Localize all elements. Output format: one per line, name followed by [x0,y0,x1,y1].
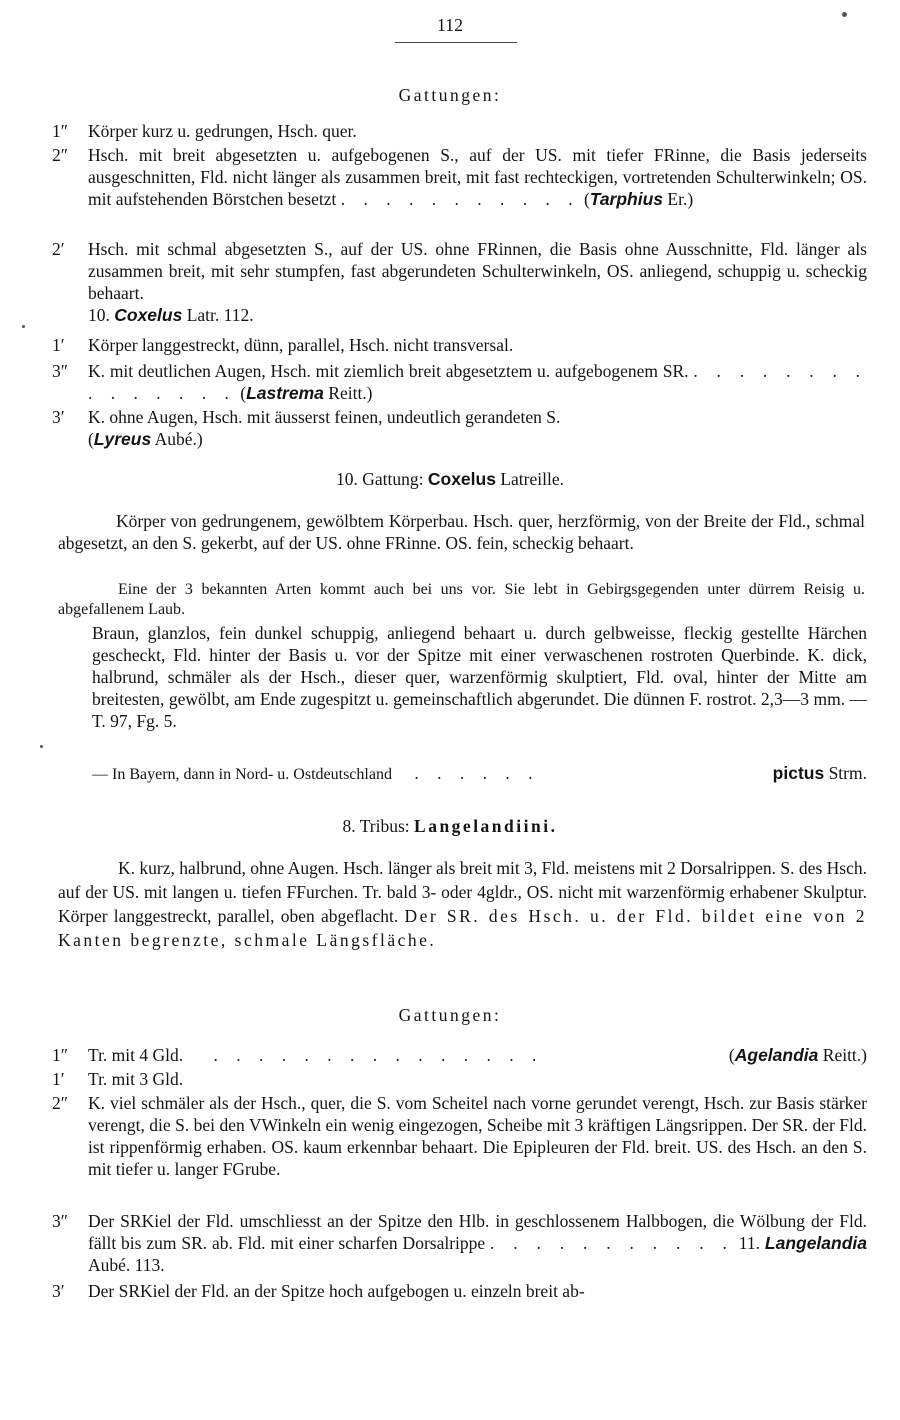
leader-dots: . . . . . . . . . . . [490,1233,734,1253]
key-number: 3′ [52,407,65,427]
species-name: pictus [772,763,825,783]
key-text [88,1044,867,1066]
leader-dots: . . . . . . . . . . . . . . . [88,361,868,403]
species-text: Braun, glanzlos, fein dunkel schuppig, anliegend behaart u. durch gelbweisse, fleckig gestellte Härchen gescheckt, Fld. hinter der Basis u. vor der Spitze mit einer verwaschenen rostroten Querbinde. K. dick, halbrund, schmäler als der Hsch., dieser quer, warzenförmig skulptiert, Fld. oval, hinter der Mitte am breitesten, gewölbt, am Ende zugespitzt u. gemeinschaftlich abgerundet. Die dünnen F. rostrot. 2,3—3 mm. — T. 97, Fg. 5. [92,623,867,731]
genus-heading-name: Coxelus [427,469,496,489]
genus-note: Eine der 3 bekannten Arten kommt auch bei uns vor. Sie lebt in Gebirgsgegenden unter dürrem Reisig u. abgefallenem Laub. [58,581,865,618]
key-text [88,1210,867,1276]
genus-name: Lastrema [246,383,324,403]
key-text: K. viel schmäler als der Hsch., quer, die S. vom Scheitel nach vorne gerundet verengt, Hsch. zur Basis stärker verengt, die S. bei den VWinkeln ein wenig eingezogen, Scheibe mit 3 kräftigen Längsrippen. Der SR. der Fld. ist rippenförmig erhaben. OS. kaum erkennbar behaart. Die Epipleuren der Fld. breit. US. des Hsch. an den S. mit tiefer u. langer FGrube. [88,1093,867,1179]
key-text-body: Tr. mit 4 Gld. [88,1045,184,1065]
open-paren: ( [240,383,247,403]
scan-speck [22,325,25,328]
genus-name: Tarphius [589,189,664,209]
key-text: Hsch. mit schmal abgesetzten S., auf der US. ohne FRinnen, die Basis ohne Ausschnitte, Fld. länger als zusammen breit, mit sehr stumpfen, fast abgerundeten Schulterwinkeln, OS. anliegend, schuppig u. scheckig behaart. [88,239,867,303]
open-paren: ( [88,429,94,449]
key-entry [52,238,867,326]
key-number: 1′ [52,1069,65,1089]
leader-dots: . . . . . . . . . . . [340,189,580,209]
key-result [729,1044,867,1066]
key-entry [52,1210,867,1276]
genus-number: 11. [738,1233,761,1253]
key-number: 1″ [52,1045,69,1065]
tribus-text: K. kurz, halbrund, ohne Augen. Hsch. länger als breit mit 3, Fld. meistens mit 2 Dorsalrippen. S. des Hsch. auf der US. mit langen u. tiefen FFurchen. Tr. bald 3- oder 4gldr., OS. nicht mit warzenförmig erhabener Skulptur. Körper langgestreckt, parallel, oben abgeflacht. [58,858,867,926]
key-text: Der SRKiel der Fld. an der Spitze hoch aufgebogen u. einzeln breit ab- [88,1281,585,1301]
genus-author: Er.) [667,189,694,209]
key-text: K. ohne Augen, Hsch. mit äusserst feinen, undeutlich gerandeten S. [88,407,561,427]
key-entry [52,360,867,404]
genus-heading-author: Latreille. [500,469,564,489]
genus-name: Coxelus [114,305,183,325]
genus-number: 10. [88,305,110,325]
gattungen-heading: Gattungen: [398,85,502,105]
species-label [773,762,867,784]
key-number: 3′ [52,1281,65,1301]
species-description [92,622,867,732]
key-number: 2′ [52,239,65,259]
tribus-description [58,856,867,952]
open-paren: ( [728,1045,735,1065]
genus-name: Langelandia [764,1233,867,1253]
key-number: 2″ [52,1093,69,1113]
tribus-text-spaced: Der SR. des Hsch. u. der Fld. bildet eine von 2 Kanten begrenzte, schmale Längsfläche. [58,906,867,950]
key-text: Körper kurz u. gedrungen, Hsch. quer. [88,121,357,141]
key-entry [52,1044,867,1066]
tribus-heading-prefix: 8. Tribus: [342,816,410,836]
key-entry [52,144,867,210]
genus-author: Aubé.) [154,429,203,449]
species-distribution: — In Bayern, dann in Nord- u. Ostdeutschland [92,766,392,783]
key-entry [52,1068,867,1090]
genus-heading [0,468,900,490]
genus-name: Agelandia [734,1045,819,1065]
key-entry [52,406,867,450]
key-number: 1′ [52,335,65,355]
genus-name: Lyreus [93,429,152,449]
key-result [88,304,867,326]
key-text-body: Hsch. mit breit abgesetzten u. aufgebogenen S., auf der US. mit tiefer FRinne, die Basis jederseits ausgeschnitten, Fld. nicht länger als zusammen breit, mit fast rechteckigen, vortretenden Schulterwinkeln; OS. mit aufstehenden Börstchen besetzt [88,145,867,209]
genus-author: Reitt.) [822,1045,867,1065]
leader-dots: . . . . . . [414,763,540,783]
key-text-body: Der SRKiel der Fld. umschliesst an der Spitze den Hlb. in geschlossenem Halbbogen, die Wölbung der Fld. fällt bis zum SR. ab. Fld. mit einer scharfen Dorsalrippe [88,1211,867,1253]
key-entry [52,1092,867,1180]
leader-dots: . . . . . . . . . . . . . . . [213,1045,544,1065]
genus-author: Aubé. 113. [88,1255,165,1275]
key-number: 2″ [52,145,69,165]
header-rule [395,42,517,43]
key-number: 3″ [52,1211,69,1231]
key-text [88,360,867,404]
genus-description: Körper von gedrungenem, gewölbtem Körperbau. Hsch. quer, herzförmig, von der Breite der Fld., schmal abgesetzt, an den S. gekerbt, auf der US. ohne FRinne. OS. fein, scheckig behaart. [58,511,865,553]
genus-author: Reitt.) [328,383,373,403]
key-text-body: K. mit deutlichen Augen, Hsch. mit ziemlich breit abgesetztem u. aufgebogenem SR. [88,361,689,381]
tribus-heading [0,815,900,837]
key-number: 1″ [52,121,69,141]
scan-speck [842,12,847,17]
species-author: Strm. [828,763,867,783]
species-distribution-line [92,762,867,785]
key-text [88,144,867,210]
key-entry [52,1280,867,1302]
key-entry [52,120,867,142]
key-result [88,428,867,450]
genus-author: Latr. 112. [186,305,254,325]
scan-speck [40,745,43,748]
key-text: Tr. mit 3 Gld. [88,1069,184,1089]
genus-heading-prefix: 10. Gattung: [336,469,424,489]
tribus-heading-name: Langelandiini. [414,816,558,836]
gattungen-heading: Gattungen: [398,1005,502,1025]
key-text: Körper langgestreckt, dünn, parallel, Hsch. nicht transversal. [88,335,514,355]
open-paren: ( [583,189,590,209]
key-entry [52,334,867,356]
key-number: 3″ [52,361,69,381]
page-number: 112 [436,15,464,35]
